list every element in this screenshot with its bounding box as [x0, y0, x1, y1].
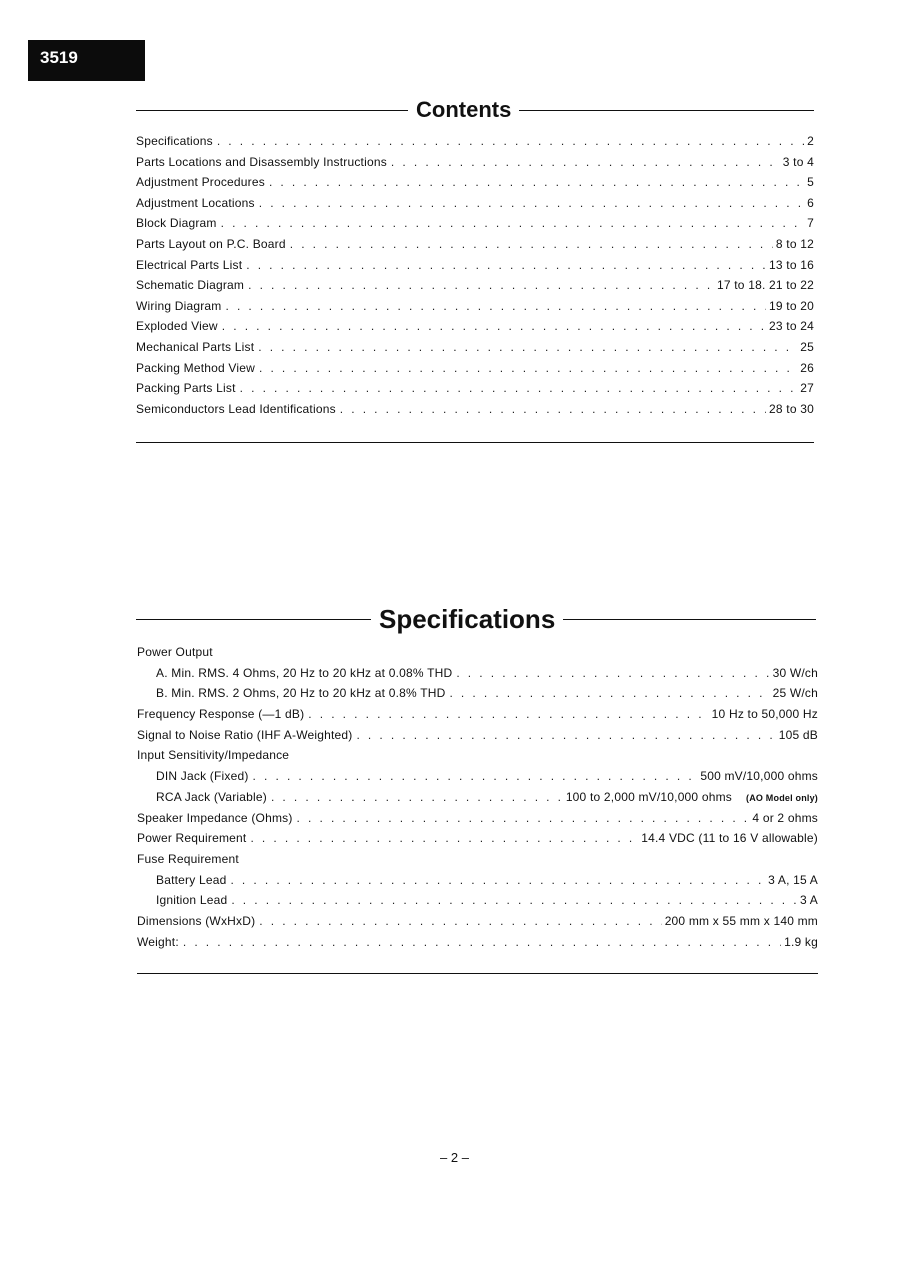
toc-entry	[136, 381, 814, 402]
spec-value: 30 W/ch	[772, 665, 818, 680]
leader-dots	[271, 790, 563, 804]
spec-row	[137, 666, 818, 687]
contents-heading	[136, 95, 814, 125]
specifications-list	[137, 645, 818, 955]
leader-dots	[248, 278, 714, 292]
toc-entry	[136, 361, 814, 382]
toc-entry-page: 28 to 30	[769, 401, 814, 416]
toc-entry-label: Parts Locations and Disassembly Instructions	[136, 154, 387, 169]
spec-label: Power Requirement	[137, 831, 247, 846]
leader-dots	[259, 196, 804, 210]
heading-rule-right	[519, 110, 814, 111]
spec-value: 10 Hz to 50,000 Hz	[711, 707, 818, 722]
toc-entry-label: Schematic Diagram	[136, 278, 245, 293]
leader-dots	[221, 216, 805, 230]
toc-entry-label: Adjustment Procedures	[136, 175, 265, 190]
spec-label: Dimensions (WxHxD)	[137, 913, 256, 928]
leader-dots	[308, 707, 708, 721]
spec-value: 200 mm x 55 mm x 140 mm	[664, 913, 818, 928]
toc-entry-label: Mechanical Parts List	[136, 339, 255, 354]
toc-entry-label: Exploded View	[136, 319, 218, 334]
toc-entry	[136, 237, 814, 258]
toc-entry-label: Wiring Diagram	[136, 298, 222, 313]
toc-entry	[136, 196, 814, 217]
leader-dots	[230, 873, 765, 887]
toc-entry	[136, 278, 814, 299]
toc-entry-page: 7	[807, 216, 814, 231]
leader-dots	[225, 299, 766, 313]
toc-entry-page: 17 to 18. 21 to 22	[716, 278, 814, 293]
heading-rule-left	[136, 110, 408, 111]
contents-bottom-rule	[136, 442, 814, 443]
toc-entry-page: 13 to 16	[769, 257, 814, 272]
spec-label: DIN Jack (Fixed)	[156, 769, 249, 784]
toc-entry	[136, 216, 814, 237]
toc-entry	[136, 299, 814, 320]
leader-dots	[269, 175, 804, 189]
toc-entry-page: 3 to 4	[782, 154, 814, 169]
toc-entry-label: Specifications	[136, 134, 213, 148]
leader-dots	[246, 258, 766, 272]
power-output-label: Power Output	[137, 645, 213, 659]
spec-group-label	[137, 852, 818, 873]
leader-dots	[222, 319, 766, 333]
spec-label: A. Min. RMS. 4 Ohms, 20 Hz to 20 kHz at 0.08% THD	[156, 665, 453, 680]
toc-entry	[136, 175, 814, 196]
spec-value: 4 or 2 ohms	[752, 810, 818, 825]
toc-entry-page: 5	[807, 175, 814, 190]
leader-dots	[259, 914, 661, 928]
leader-dots	[297, 811, 750, 825]
document-number-badge: 3519	[28, 40, 145, 81]
leader-dots	[290, 237, 773, 251]
spec-row	[137, 769, 818, 790]
spec-row	[137, 707, 818, 728]
toc-entry-label: Packing Parts List	[136, 381, 236, 396]
input-sensitivity-label: Input Sensitivity/Impedance	[137, 748, 290, 763]
toc-entry	[136, 258, 814, 279]
toc-entry	[136, 402, 814, 423]
toc-entry-page: 25	[800, 339, 814, 354]
model-note: (AO Model only)	[746, 792, 818, 803]
leader-dots	[183, 935, 781, 949]
toc-entry-page: 26	[800, 360, 814, 375]
toc-entry-page: 8 to 12	[775, 236, 814, 251]
spec-label: Speaker Impedance (Ohms)	[137, 810, 293, 825]
leader-dots	[340, 402, 766, 416]
fuse-requirement-label: Fuse Requirement	[137, 851, 239, 866]
leader-dots	[259, 361, 797, 375]
spec-label: Signal to Noise Ratio (IHF A-Weighted)	[137, 727, 353, 742]
spec-row	[137, 831, 818, 852]
spec-label: Battery Lead	[156, 872, 227, 887]
leader-dots	[217, 134, 804, 148]
leader-dots	[240, 381, 798, 395]
toc-entry-page: 27	[800, 381, 814, 396]
toc-entry-label: Electrical Parts List	[136, 257, 243, 272]
spec-row	[137, 914, 818, 935]
spec-label: Weight:	[137, 934, 179, 949]
spec-label: Frequency Response (—1 dB)	[137, 707, 305, 722]
spec-value: 1.9 kg	[784, 934, 818, 949]
spec-label: B. Min. RMS. 2 Ohms, 20 Hz to 20 kHz at 0.8% THD	[156, 686, 446, 701]
spec-row	[137, 811, 818, 832]
spec-row	[137, 873, 818, 894]
spec-row	[137, 893, 818, 914]
leader-dots	[253, 769, 698, 783]
leader-dots	[258, 340, 797, 354]
specifications-bottom-rule	[137, 973, 818, 974]
leader-dots	[356, 728, 775, 742]
spec-row	[137, 790, 818, 811]
toc-entry-label: Semiconductors Lead Identifications	[136, 401, 336, 416]
leader-dots	[449, 686, 769, 700]
leader-dots	[250, 831, 638, 845]
toc-entry-page: 19 to 20	[769, 298, 814, 313]
toc-entry-page: 2	[807, 134, 814, 148]
specifications-title: Specifications	[379, 603, 556, 634]
toc-entry	[136, 319, 814, 340]
toc-entry-page: 6	[807, 195, 814, 210]
spec-row	[137, 686, 818, 707]
toc-entry-label: Parts Layout on P.C. Board	[136, 236, 286, 251]
toc-entry	[136, 340, 814, 361]
leader-dots	[231, 893, 797, 907]
spec-value: 100 to 2,000 mV/10,000 ohms	[565, 789, 732, 804]
spec-label: RCA Jack (Variable)	[156, 789, 267, 804]
spec-row	[137, 728, 818, 749]
spec-value: 500 mV/10,000 ohms	[700, 769, 818, 784]
specifications-heading	[136, 602, 816, 636]
spec-value: 105 dB	[778, 727, 818, 742]
leader-dots	[391, 155, 780, 169]
contents-list	[136, 134, 814, 422]
spec-group-label	[137, 645, 818, 666]
toc-entry	[136, 155, 814, 176]
toc-entry	[136, 134, 814, 155]
toc-entry-label: Packing Method View	[136, 360, 255, 375]
spec-value: 14.4 VDC (11 to 16 V allowable)	[641, 831, 818, 846]
spec-value: 3 A	[800, 893, 818, 908]
heading-rule-left	[136, 619, 371, 620]
contents-title: Contents	[416, 97, 512, 122]
leader-dots	[456, 666, 769, 680]
spec-value: 25 W/ch	[772, 686, 818, 701]
toc-entry-page: 23 to 24	[769, 319, 814, 334]
spec-value: 3 A, 15 A	[768, 872, 818, 887]
spec-group-label	[137, 748, 818, 769]
heading-rule-right	[563, 619, 816, 620]
toc-entry-label: Block Diagram	[136, 216, 217, 231]
page-number: – 2 –	[440, 1150, 469, 1165]
spec-row	[137, 935, 818, 956]
spec-label: Ignition Lead	[156, 893, 228, 908]
toc-entry-label: Adjustment Locations	[136, 195, 255, 210]
